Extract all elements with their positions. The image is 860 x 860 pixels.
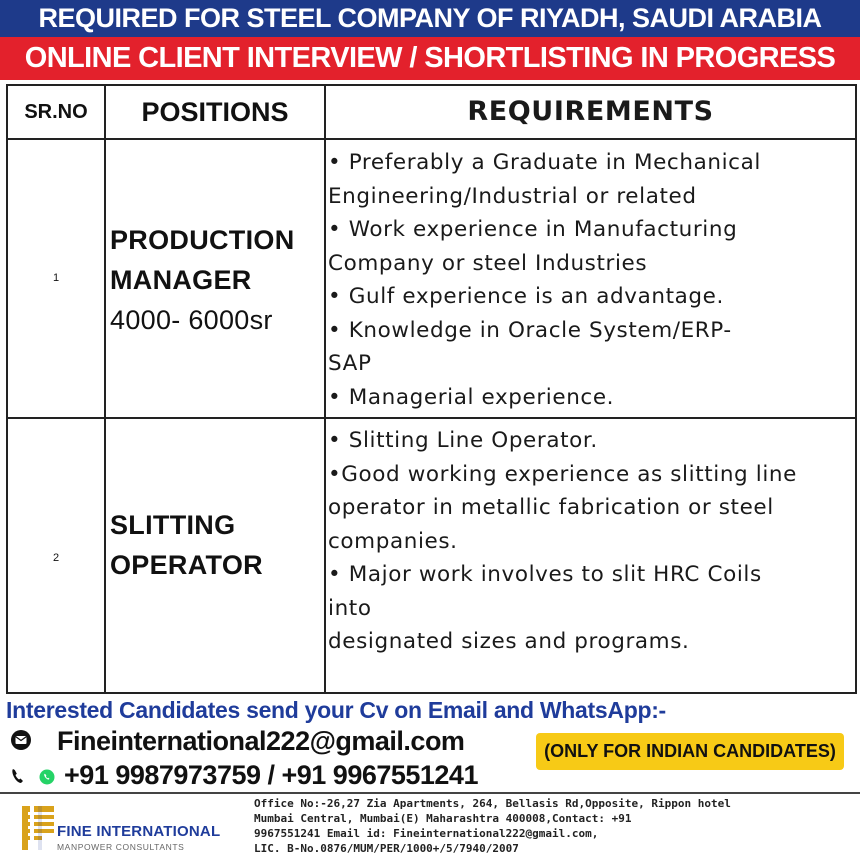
row-1-salary: 4000- 6000sr	[110, 305, 273, 335]
address-line: Mumbai Central, Mumbai(E) Maharashtra 400008,Contact: +91	[254, 812, 632, 825]
address-line: LIC. B-No.0876/MUM/PER/1000+/5/7940/2007	[254, 842, 519, 855]
whatsapp-icon	[39, 761, 55, 792]
requirement-line: Company or steel Industries	[328, 250, 648, 276]
row-2-sr-no: 2	[52, 552, 60, 564]
row-2-position	[110, 505, 324, 585]
row-1-sr-no: 1	[52, 272, 60, 284]
requirement-line: designated sizes and programs.	[328, 629, 690, 654]
header-requirements: REQUIREMENTS	[467, 96, 714, 128]
requirement-line: • Slitting Line Operator.	[328, 428, 598, 453]
requirement-line: •Good working experience as slitting line	[328, 461, 797, 487]
office-address	[254, 796, 858, 856]
email-icon	[10, 727, 32, 758]
requirement-line: SAP	[328, 351, 372, 376]
address-line: Office No:-26,27 Zia Apartments, 264, Bellasis Rd,Opposite, Rippon hotel	[254, 797, 731, 810]
requirement-line: • Preferably a Graduate in Mechanical	[328, 150, 761, 175]
email-contact[interactable]	[10, 726, 530, 758]
phone-icon	[10, 761, 26, 792]
requirement-line: companies.	[328, 528, 458, 554]
row-divider	[8, 138, 855, 140]
company-name: FINE INTERNATIONAL	[57, 823, 221, 840]
column-divider	[324, 86, 326, 692]
email-address[interactable]: Fineinternational222@gmail.com	[57, 726, 465, 756]
company-logo	[18, 800, 248, 856]
company-tagline: MANPOWER CONSULTANTS	[57, 842, 185, 852]
row-1-requirements	[328, 146, 858, 414]
company-logo-mark	[18, 800, 58, 856]
header-sr-no: SR.NO	[24, 100, 88, 123]
row-1-position	[110, 220, 324, 340]
header-title: REQUIRED FOR STEEL COMPANY OF RIYADH, SAUDI ARABIA	[0, 0, 860, 37]
phone-numbers[interactable]: +91 9987973759 / +91 9967551241	[64, 760, 478, 790]
requirement-line: • Gulf experience is an advantage.	[328, 284, 724, 309]
footer-divider	[0, 792, 860, 794]
requirement-line: • Major work involves to slit HRC Coils	[328, 562, 762, 587]
row-1-position-line1: PRODUCTION	[110, 225, 295, 255]
column-divider	[104, 86, 106, 692]
row-2-requirements	[328, 424, 858, 659]
address-line: 9967551241 Email id: Fineinternational222@gmail.com,	[254, 827, 599, 840]
requirement-line: • Knowledge in Oracle System/ERP-	[328, 317, 732, 343]
phone-contact[interactable]	[10, 760, 530, 792]
indian-candidates-badge: (ONLY FOR INDIAN CANDIDATES)	[536, 733, 844, 770]
positions-table	[6, 84, 857, 694]
requirement-line: Engineering/Industrial or related	[328, 183, 697, 209]
row-divider	[8, 417, 855, 419]
row-1-position-line2: MANAGER	[110, 265, 252, 295]
requirement-line: • Work experience in Manufacturing	[328, 217, 738, 242]
interest-callout: Interested Candidates send your Cv on Email and WhatsApp:-	[6, 697, 666, 723]
row-2-position-line1: SLITTING	[110, 510, 236, 540]
header-subtitle: ONLINE CLIENT INTERVIEW / SHORTLISTING IN PROGRESS	[0, 37, 860, 80]
requirement-line: into	[328, 595, 372, 621]
requirement-line: operator in metallic fabrication or steel	[328, 495, 774, 520]
requirement-line: • Managerial experience.	[328, 384, 615, 410]
row-2-position-line2: OPERATOR	[110, 550, 263, 580]
header-positions: POSITIONS	[141, 96, 289, 127]
